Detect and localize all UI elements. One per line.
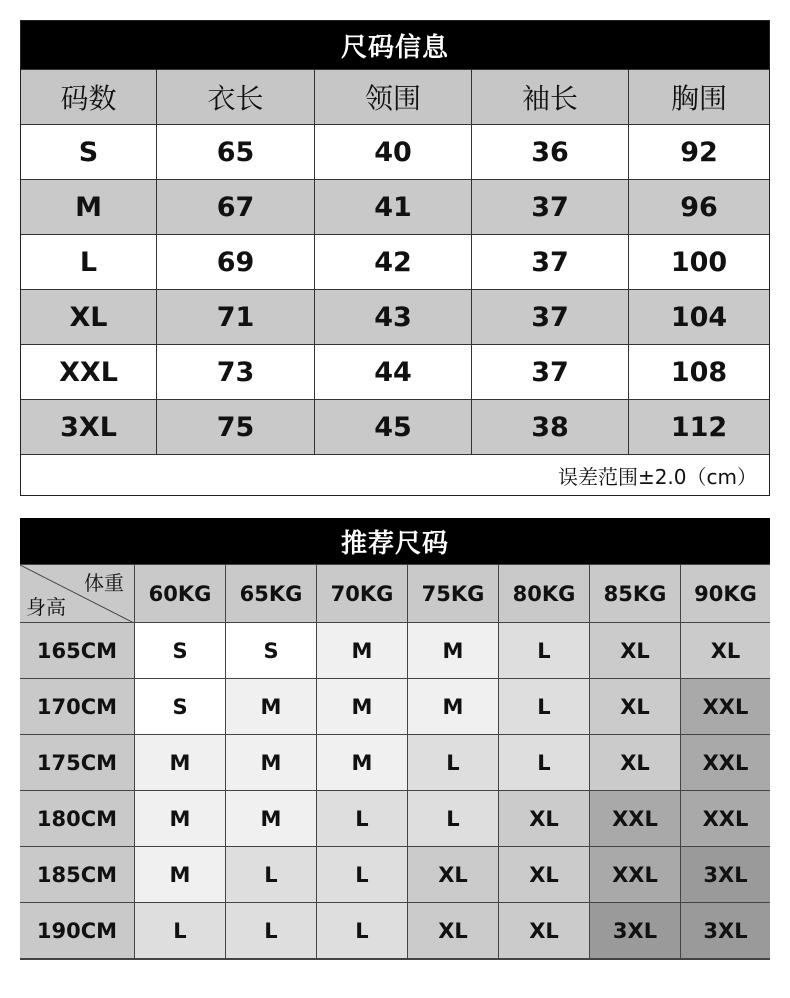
- recommended-size: S: [225, 622, 316, 678]
- height-row: [20, 734, 770, 790]
- recommended-size: M: [134, 734, 225, 790]
- measurement-value: 36: [472, 124, 629, 179]
- recommended-size: L: [316, 846, 407, 902]
- measurement-value: 73: [157, 344, 315, 399]
- size-label: S: [21, 124, 157, 179]
- measurement-value: 71: [157, 289, 315, 344]
- measurement-value: 40: [315, 124, 472, 179]
- tolerance-note: 误差范围±2.0（cm）: [21, 454, 769, 495]
- recommended-size: XXL: [680, 790, 770, 846]
- recommended-size: L: [407, 790, 498, 846]
- measurement-value: 96: [629, 179, 769, 234]
- recommended-size: S: [134, 678, 225, 734]
- weight-header: 65KG: [225, 564, 316, 622]
- weight-header: 80KG: [498, 564, 589, 622]
- height-label: 175CM: [20, 734, 134, 790]
- recommended-size: M: [407, 622, 498, 678]
- recommended-size: M: [316, 678, 407, 734]
- size-info-table: [20, 20, 770, 496]
- recommended-size: XL: [407, 846, 498, 902]
- height-label: 180CM: [20, 790, 134, 846]
- recommended-size: XXL: [680, 678, 770, 734]
- recommended-size: M: [225, 734, 316, 790]
- height-row: [20, 846, 770, 902]
- measurement-value: 104: [629, 289, 769, 344]
- recommended-size: XXL: [589, 846, 680, 902]
- measurement-value: 69: [157, 234, 315, 289]
- recommended-size: L: [134, 902, 225, 958]
- corner-cell: [20, 564, 134, 622]
- recommended-size: L: [498, 622, 589, 678]
- recommended-size: M: [316, 622, 407, 678]
- recommended-size: M: [225, 678, 316, 734]
- size-label: XL: [21, 289, 157, 344]
- recommended-size: S: [134, 622, 225, 678]
- size-info-header-row: [21, 69, 769, 124]
- recommended-size: XXL: [589, 790, 680, 846]
- recommended-size: XL: [498, 790, 589, 846]
- measurement-value: 42: [315, 234, 472, 289]
- weight-header: 70KG: [316, 564, 407, 622]
- weight-header: 90KG: [680, 564, 770, 622]
- recommended-size: XL: [407, 902, 498, 958]
- recommended-size: L: [225, 846, 316, 902]
- measurement-value: 75: [157, 399, 315, 454]
- measurement-value: 37: [472, 179, 629, 234]
- measurement-value: 100: [629, 234, 769, 289]
- height-row: [20, 678, 770, 734]
- height-row: [20, 622, 770, 678]
- weight-header-row: [20, 564, 770, 622]
- measurement-value: 45: [315, 399, 472, 454]
- weight-header: 60KG: [134, 564, 225, 622]
- measurement-value: 67: [157, 179, 315, 234]
- recommended-size: M: [134, 790, 225, 846]
- size-row: [21, 399, 769, 454]
- recommendation-title: 推荐尺码: [20, 518, 770, 564]
- recommended-size: XL: [680, 622, 770, 678]
- header-length: 衣长: [157, 69, 315, 124]
- measurement-value: 37: [472, 234, 629, 289]
- recommended-size: XL: [498, 902, 589, 958]
- recommended-size: L: [316, 902, 407, 958]
- measurement-value: 112: [629, 399, 769, 454]
- height-label: 170CM: [20, 678, 134, 734]
- weight-header: 85KG: [589, 564, 680, 622]
- header-collar: 领围: [315, 69, 472, 124]
- measurement-value: 41: [315, 179, 472, 234]
- recommended-size: L: [225, 902, 316, 958]
- header-size: 码数: [21, 69, 157, 124]
- height-row: [20, 790, 770, 846]
- recommended-size: 3XL: [680, 902, 770, 958]
- measurement-value: 92: [629, 124, 769, 179]
- measurement-value: 43: [315, 289, 472, 344]
- size-row: [21, 179, 769, 234]
- weight-axis-label: 体重: [84, 571, 124, 595]
- recommended-size: 3XL: [680, 846, 770, 902]
- size-recommendation-table: [20, 518, 770, 960]
- size-row: [21, 124, 769, 179]
- recommended-size: XL: [589, 622, 680, 678]
- height-label: 190CM: [20, 902, 134, 958]
- height-row: [20, 902, 770, 958]
- recommended-size: 3XL: [589, 902, 680, 958]
- measurement-value: 38: [472, 399, 629, 454]
- size-label: L: [21, 234, 157, 289]
- recommended-size: M: [407, 678, 498, 734]
- recommended-size: M: [225, 790, 316, 846]
- recommended-size: L: [316, 790, 407, 846]
- measurement-value: 108: [629, 344, 769, 399]
- recommended-size: L: [498, 678, 589, 734]
- height-label: 165CM: [20, 622, 134, 678]
- header-chest: 胸围: [629, 69, 769, 124]
- size-row: [21, 234, 769, 289]
- header-sleeve: 袖长: [472, 69, 629, 124]
- height-label: 185CM: [20, 846, 134, 902]
- measurement-value: 65: [157, 124, 315, 179]
- recommended-size: L: [498, 734, 589, 790]
- measurement-value: 37: [472, 289, 629, 344]
- table-bottom-rule: [20, 958, 770, 960]
- recommended-size: L: [407, 734, 498, 790]
- recommended-size: XXL: [680, 734, 770, 790]
- height-axis-label: 身高: [26, 595, 66, 619]
- recommended-size: M: [134, 846, 225, 902]
- recommended-size: M: [316, 734, 407, 790]
- measurement-value: 37: [472, 344, 629, 399]
- recommended-size: XL: [498, 846, 589, 902]
- weight-header: 75KG: [407, 564, 498, 622]
- recommended-size: XL: [589, 678, 680, 734]
- recommended-size: XL: [589, 734, 680, 790]
- measurement-value: 44: [315, 344, 472, 399]
- size-label: 3XL: [21, 399, 157, 454]
- size-label: XXL: [21, 344, 157, 399]
- size-row: [21, 344, 769, 399]
- size-label: M: [21, 179, 157, 234]
- size-info-title: 尺码信息: [21, 21, 769, 69]
- size-row: [21, 289, 769, 344]
